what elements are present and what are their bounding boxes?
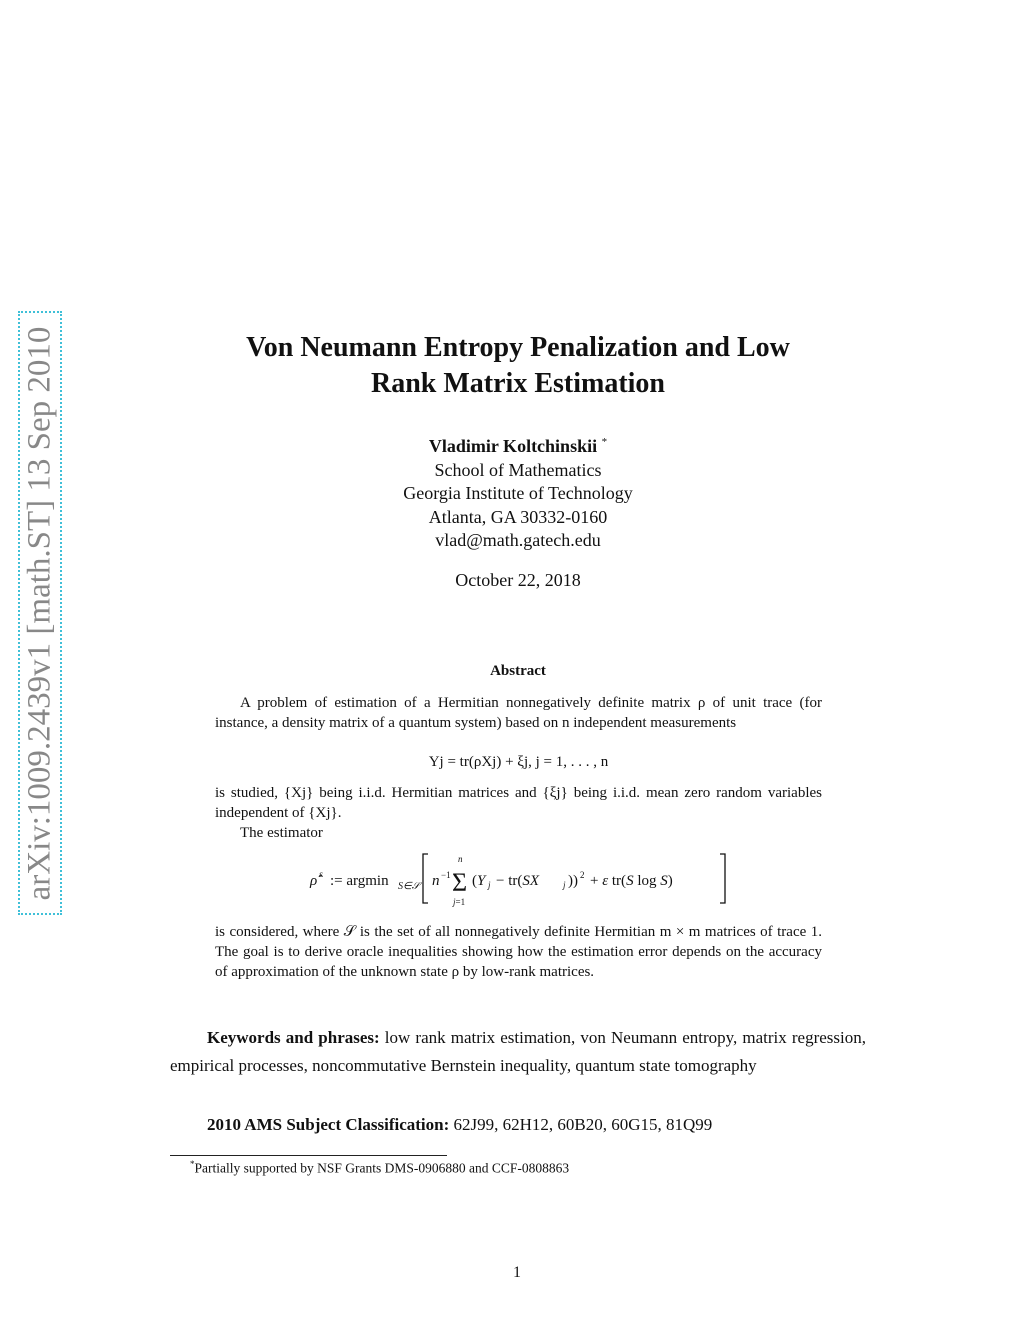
svg-text:+ ε tr(S log S): + ε tr(S log S): [590, 873, 673, 889]
svg-text:2: 2: [580, 870, 585, 880]
abstract-paragraph-1: A problem of estimation of a Hermitian nonnegatively definite matrix ρ of unit trace (for instance, a density matrix of a quantum system) based on n independent measurements: [215, 695, 822, 731]
abstract-paragraph-3: The estimator: [240, 825, 323, 841]
abstract-heading: Abstract: [490, 663, 546, 679]
footnote-mark: *: [190, 1159, 195, 1169]
arxiv-stamp-text: arXiv:1009.2439v1 [math.ST] 13 Sep 2010: [21, 326, 58, 900]
arxiv-stamp: [18, 311, 62, 915]
keywords-text: low rank matrix estimation, von Neumann entropy, matrix regression, empirical processes, noncommutative Bernstein inequality, quantum state tomography: [170, 1028, 866, 1075]
svg-text:n: n: [432, 873, 440, 889]
svg-text:j=1: j=1: [453, 897, 466, 907]
paper-title: [170, 330, 866, 402]
footnote: [190, 1159, 569, 1177]
abstract-paragraph-2: is studied, {Xj} being i.i.d. Hermitian matrices and {ξj} being i.i.d. mean zero random variables independent of {Xj}.: [215, 785, 822, 821]
svg-text:j: j: [563, 880, 566, 890]
ams-label: 2010 AMS Subject Classification:: [207, 1115, 450, 1134]
svg-text:−1: −1: [441, 870, 451, 880]
svg-text:− tr(SX: − tr(SX: [496, 873, 540, 889]
ams-classification: [170, 1111, 866, 1139]
keywords-paragraph: [170, 1024, 866, 1079]
author-name-line: [170, 431, 866, 459]
svg-text:(Y: (Y: [472, 873, 486, 889]
svg-text:)): )): [568, 873, 578, 889]
footnote-text: Partially supported by NSF Grants DMS-0906880 and CCF-0808863: [194, 1160, 570, 1176]
svg-text:j: j: [488, 880, 491, 890]
footnote-rule: [170, 1155, 447, 1156]
author-address: Atlanta, GA 30332-0160: [428, 506, 608, 527]
svg-text::= argmin: := argmin: [330, 873, 389, 889]
title-line-1: Von Neumann Entropy Penalization and Low: [246, 332, 790, 363]
page-number: 1: [513, 1264, 521, 1281]
author-email: vlad@math.gatech.edu: [435, 530, 601, 550]
ams-codes: 62J99, 62H12, 60B20, 60G15, 81Q99: [453, 1115, 713, 1134]
abstract-paragraph-4: is considered, where 𝒮 is the set of all nonnegatively definite Hermitian m × m matrices of trace 1. The goal is to derive oracle inequalities showing how the estimation error depends on the accuracy of approximation of the unknown state ρ by low-rank matrices.: [215, 924, 822, 980]
equation-estimator: [300, 848, 740, 910]
svg-text:Σ: Σ: [452, 868, 468, 897]
author-institution: Georgia Institute of Technology: [403, 483, 633, 503]
title-line-2: Rank Matrix Estimation: [371, 368, 665, 399]
author-name: Vladimir Koltchinskii: [428, 436, 598, 456]
svg-text:ρ̂: ρ̂: [310, 873, 318, 889]
author-department: School of Mathematics: [434, 459, 602, 480]
paper-date: October 22, 2018: [455, 570, 581, 590]
author-block: [170, 431, 866, 553]
equation-measurements: Yj = tr(ρXj) + ξj, j = 1, . . . , n: [428, 754, 609, 770]
svg-text:n: n: [458, 854, 463, 864]
svg-text:ε: ε: [319, 869, 323, 879]
keywords-label: Keywords and phrases:: [207, 1028, 380, 1047]
author-footnote-mark: *: [601, 436, 608, 448]
svg-text:S∈𝒮: S∈𝒮: [398, 881, 420, 892]
